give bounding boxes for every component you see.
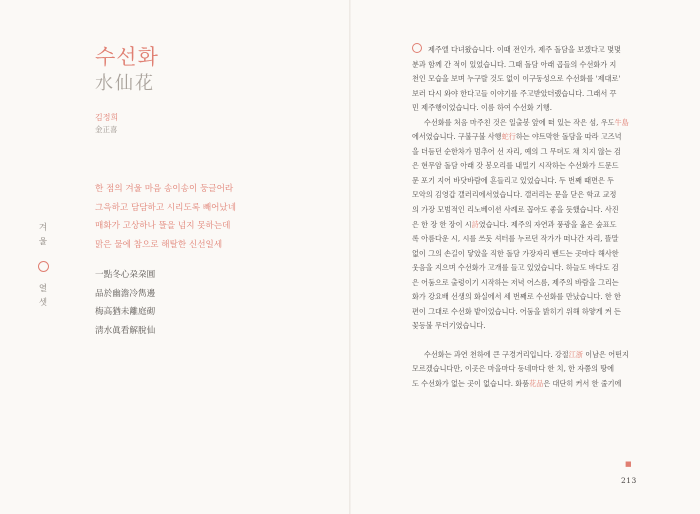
essay-line-text: 은 대단히 커서 한 줄기에 [543,379,622,389]
season-char: 울 [38,237,48,247]
essay-line-text: 록 아름다운 시, 시를 쓰듯 셔터를 누르던 작가가 떠나간 자리, 뜰말 [412,234,619,244]
essay-line-text: 은 어둠으로 출렁이기 시작하는 저녁 어스름, 제주의 바람을 그리는 [412,277,619,287]
essay-line [412,174,650,189]
essay-line [412,247,650,262]
season-char: 열 [38,284,48,294]
book-gutter [349,0,351,514]
essay-line-text: 보러 다시 와야 한다고들 이야기를 주고받았더랬습니다. 그래서 꾸 [412,88,617,98]
essay-line-text: 꽃등불 무더기였습니다. [412,321,486,331]
essay-line-text: 모악의 김영갑 갤러리에서였습니다. 갤러리는 문을 닫은 학교 교정 [412,190,617,200]
poem-hanja-line: 品於幽澹冷雋邊 [95,288,156,299]
essay-line [412,203,650,218]
hanja-gloss: 花品 [529,379,544,389]
essay-line [412,348,650,363]
essay-line-text: 은 현무암 돌담 아래 갓 봉오리를 내밀기 시작하는 수선화가 드문드 [412,161,619,171]
hanja-gloss: 蛇行 [501,132,516,142]
poem-korean-line: 맑은 물에 참으로 해탈한 신선일세 [95,239,223,250]
page-number: 213 [621,476,637,485]
essay-line-text: 천인 모습을 보며 누구랄 것도 없이 이구동성으로 수선화를 '제대로' [412,74,621,84]
hanja-gloss: 詩 [471,219,479,229]
essay-line [412,159,650,174]
circle-bullet-icon [412,43,422,53]
poem-hanja-line: 一點冬心朶朶圓 [95,270,156,280]
essay-line-text: 분과 함께 간 적이 있었습니다. 그때 돌담 아래 곱들의 수선화가 지 [412,59,617,69]
season-char: 셋 [38,298,48,308]
essay-line [412,232,650,247]
essay-line [412,58,650,73]
essay-line [412,362,650,377]
essay-paragraph-2 [412,116,650,334]
poem-korean-line: 한 점의 겨울 마음 송이송이 둥글어라 [95,184,234,194]
essay-line [412,145,650,160]
essay-line [412,43,650,58]
essay-line [412,261,650,276]
author-hanja: 金正喜 [95,125,118,134]
essay-paragraph-1 [412,43,650,116]
essay-line-text: 화가 강요배 선생의 화실에서 세 번째로 수선화를 만났습니다. 한 한 [412,292,621,302]
essay-line-text: 은 한 장 한 장이 시 [412,219,472,229]
circle-ornament-icon [38,261,49,272]
essay-line-text: 였습니다. 제주의 자연과 풍광을 옮은 숲표도 [478,219,617,229]
essay-text [412,43,650,392]
essay-line-text: 문 포기 지어 바닷바람에 흔들리고 있었습니다. 두 번째 때면은 두 [412,175,615,185]
essay-line-text: 없이 그의 손길이 닿았을 직한 돌담 가장자리 밴드는 곳마다 해사한 [412,248,619,258]
essay-line-text: 수선화는 과연 천하에 큰 구경거리입니다. 강절 [424,349,569,359]
essay-line-text: 제주엘 다녀왔습니다. 이때 전인가, 제주 돌담을 보겠다고 몇몇 [428,45,621,54]
essay-line-text: 이남은 어떤지 [582,349,629,359]
essay-line [412,377,650,392]
paragraph-gap [412,334,650,348]
essay-line-text: 모르겠습니다만, 이곳은 마을마다 동네마다 한 치, 한 자쯤의 땅에 [412,364,615,374]
essay-line [412,305,650,320]
essay-line [412,276,650,291]
poem-hanja-line: 梅高猶未離庭砌 [95,307,156,318]
essay-line [412,319,650,334]
essay-line-text: 수선화를 처음 마주친 것은 일출봉 앞에 떠 있는 작은 섬, 우도 [424,117,615,127]
essay-line-text: 의 가장 모범적인 리노베이션 사례로 꼽아도 좋을 듯했습니다. 사진 [412,205,619,215]
essay-line [412,72,650,87]
hanja-gloss: 江浙 [568,349,583,359]
essay-line-text: 에서였습니다. 구불구불 사행 [412,132,502,142]
essay-line-text: 하는 야트막한 돌담을 따라 고즈넉 [515,132,622,142]
essay-line [412,116,650,131]
essay-line-text: 을 더듬던 순한차가 멈추어 선 자리, 예의 그 무뎌도 채 치지 않는 검 [412,146,621,156]
page-mark-icon: ■ [625,460,632,468]
essay-line [412,188,650,203]
essay-line-text: 웃음을 지으며 수선화가 고개를 들고 있었습니다. 하늘도 바다도 검 [412,263,619,273]
essay-line [412,218,650,233]
poem-korean-line: 매화가 고상하나 뜰을 넘지 못하는데 [95,221,231,232]
essay-line-text: 도 수선화가 없는 곳이 없습니다. 화품 [412,379,530,389]
essay-paragraph-3 [412,348,650,392]
poem-korean [95,180,325,254]
poem-hanja-line: 淸水眞看解脫仙 [95,325,156,336]
essay-line-text: 편이 그대로 수선화 밭이었습니다. 어둠을 밝히기 위해 하얗게 켜 든 [412,306,621,316]
poem-hanja [95,266,155,340]
essay-line [412,101,650,116]
essay-line [412,290,650,305]
season-char: 겨 [38,223,48,233]
essay-line [412,87,650,102]
author-korean: 김정희 [95,113,119,122]
poem-title-korean: 수선화 [95,45,159,69]
hanja-gloss: 牛島 [614,117,629,127]
poem-korean-line: 그윽하고 담담하고 시리도록 빼어났네 [95,202,237,213]
season-marker [36,221,50,310]
essay-line-text: 민 제주행이었습니다. 이름 하여 수선화 기행. [412,103,553,113]
essay-line [412,130,650,145]
poem-title-hanja: 水仙花 [95,73,155,94]
